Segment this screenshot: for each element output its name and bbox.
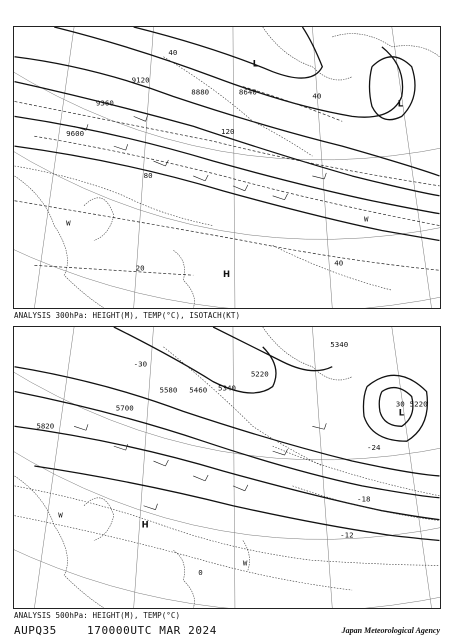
map-500hpa (13, 326, 441, 609)
wind-barbs (74, 423, 326, 509)
temp-label-minus18: -18 (357, 494, 371, 504)
contour-label-5220: 5220 (250, 369, 269, 379)
isotachs (15, 87, 440, 276)
warm-marker-2: W (364, 214, 369, 224)
coastlines (15, 27, 440, 308)
temp-label-minus30: -30 (133, 359, 148, 369)
contour-label-9120: 9120 (131, 75, 150, 85)
isotach-label-80: 80 (143, 170, 153, 180)
contour-label-8640: 8640 (238, 87, 257, 97)
high-pressure-marker: H (223, 269, 231, 280)
graticule (14, 327, 440, 608)
contour-label-5700: 5700 (115, 403, 134, 413)
isotach-label-120: 120 (221, 127, 235, 137)
graticule (14, 27, 440, 308)
caption-500hpa: ANALYSIS 500hPa: HEIGHT(M), TEMP(°C) (14, 611, 181, 620)
low-pressure-marker: L (252, 58, 259, 69)
low-pressure-marker-2: L (397, 98, 404, 109)
warm-marker-2: W (242, 558, 248, 568)
contour-label-5820: 5820 (36, 421, 55, 431)
isotach-label-40b: 40 (312, 91, 322, 101)
isotach-label-40c: 40 (334, 258, 344, 268)
warm-marker-1: W (58, 510, 63, 520)
isotach-label-20: 20 (135, 263, 145, 273)
chart-code: AUPQ35 (14, 624, 57, 637)
agency-name: Japan Meteorological Agency (341, 626, 440, 635)
map-labels (36, 340, 427, 577)
isotach-label-40: 40 (168, 47, 178, 57)
temp-label-minus24: -24 (367, 443, 381, 453)
low-pressure-marker: L (398, 407, 405, 418)
warm-marker-1: W (66, 218, 71, 228)
map-300hpa (13, 26, 441, 309)
temp-label-30: 30 (395, 399, 405, 409)
contour-label-5220b: 5220 (409, 399, 428, 409)
temp-label-0: 0 (198, 568, 203, 578)
analysis-time: 170000UTC MAR 2024 (87, 624, 218, 637)
contour-label-5460: 5460 (189, 385, 208, 395)
map-500hpa-canvas (14, 327, 440, 608)
contour-label-5340: 5340 (218, 383, 236, 393)
caption-300hpa: ANALYSIS 300hPa: HEIGHT(M), TEMP(°C), ISOTACH(KT) (14, 311, 241, 320)
contour-label-9360: 9360 (95, 98, 114, 108)
map-300hpa-canvas (14, 27, 440, 308)
contour-label-5340b: 5340 (330, 339, 349, 349)
contour-label-5580: 5580 (159, 385, 178, 395)
contour-label-9600: 9600 (66, 129, 85, 139)
temp-label-minus12: -12 (340, 530, 354, 540)
high-pressure-marker: H (141, 519, 149, 530)
contour-label-8880: 8880 (191, 87, 210, 97)
height-contours (15, 327, 440, 540)
